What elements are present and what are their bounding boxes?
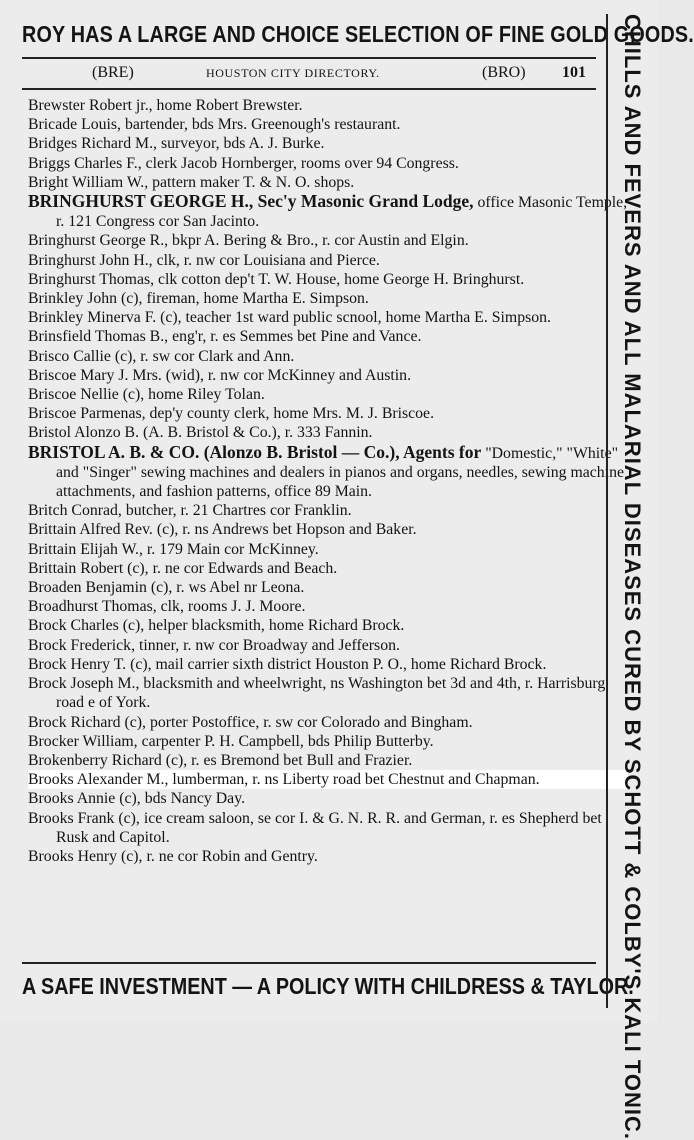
- side-advert-banner: CHILLS AND FEVERS AND ALL MALARIAL DISEASES CURED BY SCHOTT & COLBY'S KALI TONIC.: [620, 14, 645, 1140]
- entry-text: Brittain Robert (c), r. ne cor Edwards and Beach.: [28, 559, 338, 577]
- directory-listing: [28, 96, 628, 866]
- directory-entry: [28, 751, 628, 770]
- directory-entry: [28, 327, 628, 346]
- entry-text: Brock Joseph M., blacksmith and wheelwright, ns Washington bet 3d and 4th, r. Harrisburg road e of York.: [28, 675, 606, 712]
- directory-entry: [28, 96, 628, 115]
- entry-text: Brinkley John (c), fireman, home Martha E. Simpson.: [28, 290, 369, 308]
- directory-entry: [28, 636, 628, 655]
- running-head-left: (BRE): [92, 64, 134, 81]
- page-number: 101: [562, 64, 586, 81]
- directory-entry: [28, 713, 628, 732]
- running-head-title: HOUSTON CITY DIRECTORY.: [206, 66, 380, 80]
- directory-entry: [28, 308, 628, 327]
- entry-text: Brisco Callie (c), r. sw cor Clark and Ann.: [28, 347, 295, 365]
- directory-entry: [28, 154, 628, 173]
- directory-entry: [28, 423, 628, 442]
- bottom-advert-banner: A SAFE INVESTMENT — A POLICY WITH CHILDRESS & TAYLOR.: [22, 973, 634, 999]
- directory-entry: [28, 809, 628, 847]
- head-rule: [22, 88, 596, 90]
- directory-entry: [28, 404, 628, 423]
- entry-text: Brooks Alexander M., lumberman, r. ns Liberty road bet Chestnut and Chapman.: [28, 771, 540, 789]
- directory-entry: [28, 347, 628, 366]
- directory-entry: [28, 173, 628, 192]
- entry-text: Briscoe Mary J. Mrs. (wid), r. nw cor McKinney and Austin.: [28, 366, 412, 384]
- entry-text: Bricade Louis, bartender, bds Mrs. Greenough's restaurant.: [28, 116, 401, 134]
- directory-entry: [28, 597, 628, 616]
- entry-text: Broadhurst Thomas, clk, rooms J. J. Moore.: [28, 598, 306, 616]
- entry-text: Broaden Benjamin (c), r. ws Abel nr Leona.: [28, 579, 305, 597]
- entry-text: Brocker William, carpenter P. H. Campbell, bds Philip Butterby.: [28, 732, 434, 750]
- directory-entry: [28, 501, 628, 520]
- directory-entry: [28, 192, 628, 231]
- top-rule: [22, 57, 596, 59]
- directory-entry: [28, 251, 628, 270]
- entry-text: Brock Frederick, tinner, r. nw cor Broadway and Jefferson.: [28, 636, 400, 654]
- directory-entry: [28, 789, 628, 808]
- entry-text: Bright William W., pattern maker T. & N. O. shops.: [28, 173, 355, 191]
- entry-text: Bridges Richard M., surveyor, bds A. J. Burke.: [28, 135, 325, 153]
- directory-entry: [28, 616, 628, 635]
- entry-text: Brooks Annie (c), bds Nancy Day.: [28, 790, 246, 808]
- entry-text: Brock Richard (c), porter Postoffice, r. sw cor Colorado and Bingham.: [28, 713, 473, 731]
- directory-entry: [28, 770, 628, 789]
- top-advert-banner: ROY HAS A LARGE AND CHOICE SELECTION OF FINE GOLD GOODS.: [22, 21, 694, 47]
- directory-entry: [28, 578, 628, 597]
- directory-entry: [28, 847, 628, 866]
- entry-bold-name: BRINGHURST GEORGE H., Sec'y Masonic Grand Lodge,: [28, 191, 474, 212]
- directory-entry: [28, 270, 628, 289]
- entry-text: "Domestic," "White" and "Singer" sewing machines and dealers in pianos and organs, needles, sewing machine attachments, and fashion patterns, office 89 Main.: [56, 444, 624, 501]
- entry-text: Brokenberry Richard (c), r. es Bremond bet Bull and Frazier.: [28, 751, 413, 769]
- entry-text: Briscoe Nellie (c), home Riley Tolan.: [28, 386, 265, 404]
- directory-entry: [28, 115, 628, 134]
- directory-entry: [28, 385, 628, 404]
- directory-entry: [28, 366, 628, 385]
- entry-text: Brinsfield Thomas B., eng'r, r. es Semmes bet Pine and Vance.: [28, 328, 422, 346]
- directory-entry: [28, 559, 628, 578]
- entry-text: Brooks Frank (c), ice cream saloon, se cor I. & G. N. R. R. and German, r. es Shepherd bet Rusk and Capitol.: [28, 809, 602, 846]
- entry-text: Brittain Elijah W., r. 179 Main cor McKinney.: [28, 540, 319, 558]
- running-head: [30, 60, 596, 86]
- directory-entry: [28, 655, 628, 674]
- directory-entry: [28, 674, 628, 712]
- directory-entry: [28, 520, 628, 539]
- entry-text: Brock Charles (c), helper blacksmith, home Richard Brock.: [28, 617, 405, 635]
- entry-text: office Masonic Temple, r. 121 Congress cor San Jacinto.: [56, 194, 628, 231]
- entry-text: Brooks Henry (c), r. ne cor Robin and Gentry.: [28, 847, 318, 865]
- entry-text: Brinkley Minerva F. (c), teacher 1st ward public scnool, home Martha E. Simpson.: [28, 309, 551, 327]
- entry-text: Briscoe Parmenas, dep'y county clerk, home Mrs. M. J. Briscoe.: [28, 405, 435, 423]
- entry-text: Bringhurst George R., bkpr A. Bering & Bro., r. cor Austin and Elgin.: [28, 232, 469, 250]
- directory-entry: [28, 289, 628, 308]
- side-advert-column: [606, 14, 648, 1140]
- entry-text: Bristol Alonzo B. (A. B. Bristol & Co.), r. 333 Fannin.: [28, 424, 373, 442]
- directory-entry: [28, 134, 628, 153]
- directory-entry: [28, 540, 628, 559]
- entry-text: Briggs Charles F., clerk Jacob Hornberger, rooms over 94 Congress.: [28, 154, 459, 172]
- entry-text: Brock Henry T. (c), mail carrier sixth district Houston P. O., home Richard Brock.: [28, 655, 547, 673]
- entry-bold-name: BRISTOL A. B. & CO. (Alonzo B. Bristol — Co.), Agents for: [28, 441, 482, 462]
- entry-text: Brittain Alfred Rev. (c), r. ns Andrews bet Hopson and Baker.: [28, 521, 417, 539]
- directory-entry: [28, 443, 628, 502]
- directory-entry: [28, 732, 628, 751]
- entry-text: Bringhurst Thomas, clk cotton dep't T. W. House, home George H. Bringhurst.: [28, 270, 525, 288]
- directory-entry: [28, 231, 628, 250]
- running-head-right: (BRO): [482, 64, 526, 81]
- entry-text: Britch Conrad, butcher, r. 21 Chartres cor Franklin.: [28, 502, 352, 520]
- entry-text: Bringhurst John H., clk, r. nw cor Louisiana and Pierce.: [28, 251, 380, 269]
- entry-text: Brewster Robert jr., home Robert Brewster.: [28, 97, 303, 114]
